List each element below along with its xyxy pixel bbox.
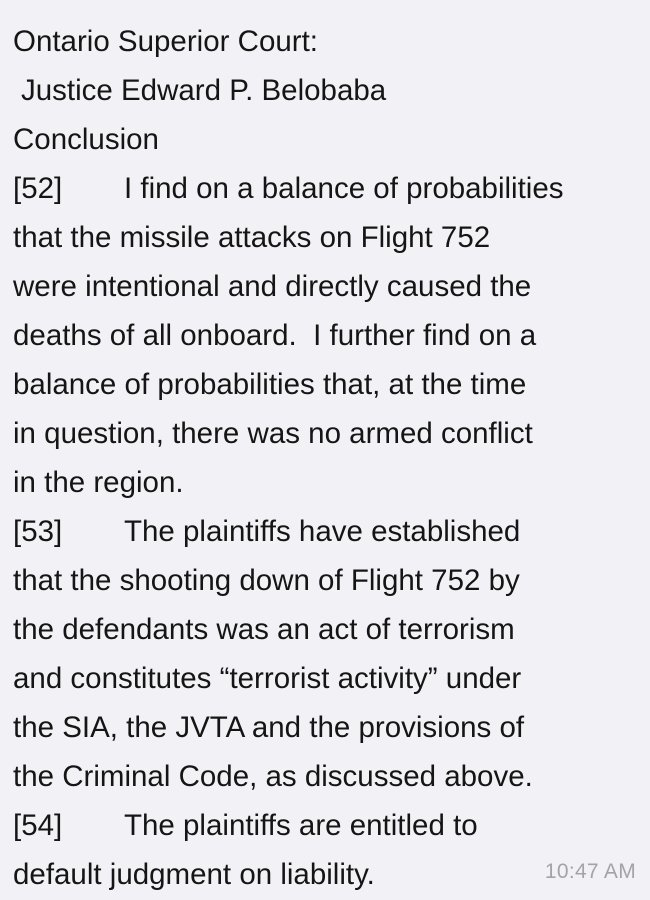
- paragraph-53-line-4: and constitutes “terrorist activity” under: [13, 662, 522, 695]
- paragraph-52-line-4: deaths of all onboard. I further find on a: [13, 319, 537, 352]
- paragraph-53-line-3: the defendants was an act of terrorism: [13, 613, 515, 646]
- paragraph-52-line-2: that the missile attacks on Flight 752: [13, 221, 491, 254]
- paragraph-54-line-2: default judgment on liability.: [13, 858, 375, 891]
- paragraph-number: [54]: [13, 809, 63, 842]
- paragraph-number: [52]: [13, 172, 63, 205]
- paragraph-52-line-3: were intentional and directly caused the: [13, 270, 532, 303]
- paragraph-53-line-2: that the shooting down of Flight 752 by: [13, 564, 520, 597]
- paragraph-52-line-5: balance of probabilities that, at the time: [13, 368, 527, 401]
- paragraph-number: [53]: [13, 515, 63, 548]
- paragraph-52-line-1: [13, 164, 650, 213]
- message-timestamp: 10:47 AM: [544, 860, 636, 883]
- paragraph-54-line-1: [13, 801, 650, 850]
- paragraph-text: I find on a balance of probabilities: [124, 172, 564, 205]
- paragraph-52-line-6: in question, there was no armed conflict: [13, 417, 533, 450]
- paragraph-52-line-7: in the region.: [13, 466, 184, 499]
- court-name: Ontario Superior Court:: [13, 25, 318, 58]
- paragraph-text: The plaintiffs are entitled to: [124, 809, 478, 842]
- judge-name: Justice Edward P. Belobaba: [21, 74, 387, 107]
- paragraph-text: The plaintiffs have established: [124, 515, 521, 548]
- section-heading: Conclusion: [13, 123, 159, 156]
- paragraph-53-line-1: [13, 507, 650, 556]
- paragraph-53-line-6: the Criminal Code, as discussed above.: [13, 760, 533, 793]
- paragraph-53-line-5: the SIA, the JVTA and the provisions of: [13, 711, 525, 744]
